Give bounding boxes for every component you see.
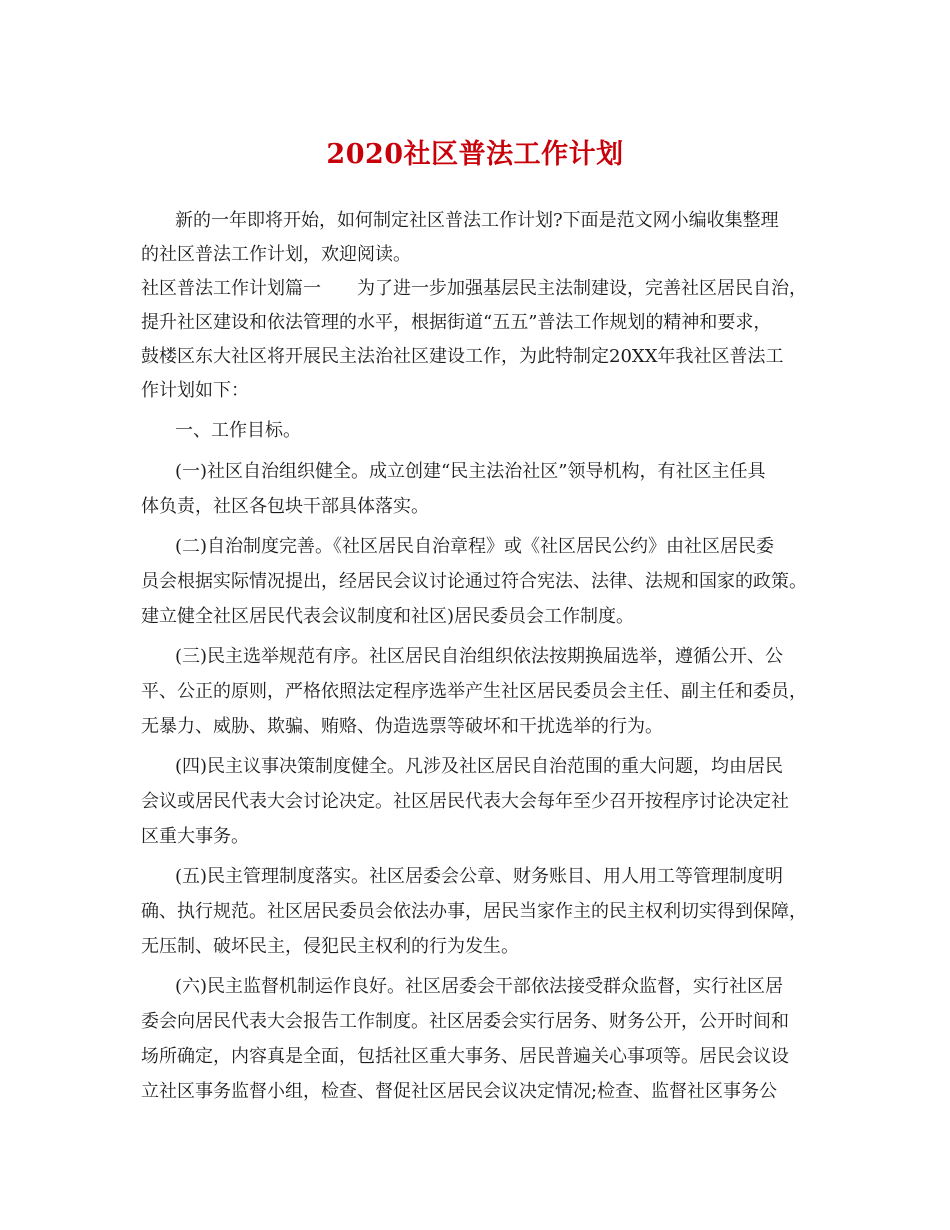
text-line: 体负责，社区各包块干部具体落实。 [141, 496, 429, 517]
text-line: 一、工作目标。 [175, 420, 301, 441]
text-line: 作计划如下： [141, 380, 249, 401]
text-line: (四)民主议事决策制度健全。凡涉及社区居民自治范围的重大问题，均由居民 [175, 756, 784, 777]
text-line: 无压制、破坏民主，侵犯民主权利的行为发生。 [141, 936, 519, 957]
document-title: 2020社区普法工作计划 [326, 139, 624, 170]
text-line: 社区普法工作计划篇一 为了进一步加强基层民主法制建设，完善社区居民自治， [141, 278, 807, 299]
text-line: 建立健全社区居民代表会议制度和社区)居民委员会工作制度。 [141, 606, 635, 627]
text-line: 确、执行规范。社区居民委员会依法办事，居民当家作主的民主权利切实得到保障， [141, 901, 807, 922]
text-line: 提升社区建设和依法管理的水平，根据街道“五五”普法工作规划的精神和要求， [141, 312, 772, 333]
text-line: (二)自治制度完善。《社区居民自治章程》或《社区居民公约》由社区居民委 [175, 536, 775, 557]
text-line: 委会向居民代表大会报告工作制度。社区居委会实行居务、财务公开，公开时间和 [141, 1011, 789, 1032]
text-line: 鼓楼区东大社区将开展民主法治社区建设工作，为此特制定20XX年我社区普法工 [141, 346, 784, 367]
text-line: 场所确定，内容真是全面，包括社区重大事务、居民普遍关心事项等。居民会议设 [141, 1046, 789, 1067]
text-line: 的社区普法工作计划，欢迎阅读。 [141, 244, 411, 265]
text-line: (六)民主监督机制运作良好。社区居委会干部依法接受群众监督，实行社区居 [175, 976, 784, 997]
text-line: 无暴力、威胁、欺骗、贿赂、伪造选票等破坏和干扰选举的行为。 [141, 716, 663, 737]
text-line: 会议或居民代表大会讨论决定。社区居民代表大会每年至少召开按程序讨论决定社 [141, 791, 789, 812]
text-line: 员会根据实际情况提出，经居民会议讨论通过符合宪法、法律、法规和国家的政策。 [141, 571, 807, 592]
text-line: 新的一年即将开始，如何制定社区普法工作计划?下面是范文网小编收集整理 [175, 210, 779, 231]
text-line: (五)民主管理制度落实。社区居委会公章、财务账目、用人用工等管理制度明 [175, 866, 784, 887]
text-line: (一)社区自治组织健全。成立创建“民主法治社区”领导机构，有社区主任具 [175, 461, 766, 482]
text-line: (三)民主选举规范有序。社区居民自治组织依法按期换届选举，遵循公开、公 [175, 646, 784, 667]
text-line: 区重大事务。 [141, 826, 249, 847]
text-line: 立社区事务监督小组，检查、督促社区居民会议决定情况;检查、监督社区事务公 [141, 1081, 778, 1102]
text-line: 平、公正的原则，严格依照法定程序选举产生社区居民委员会主任、副主任和委员， [141, 681, 807, 702]
